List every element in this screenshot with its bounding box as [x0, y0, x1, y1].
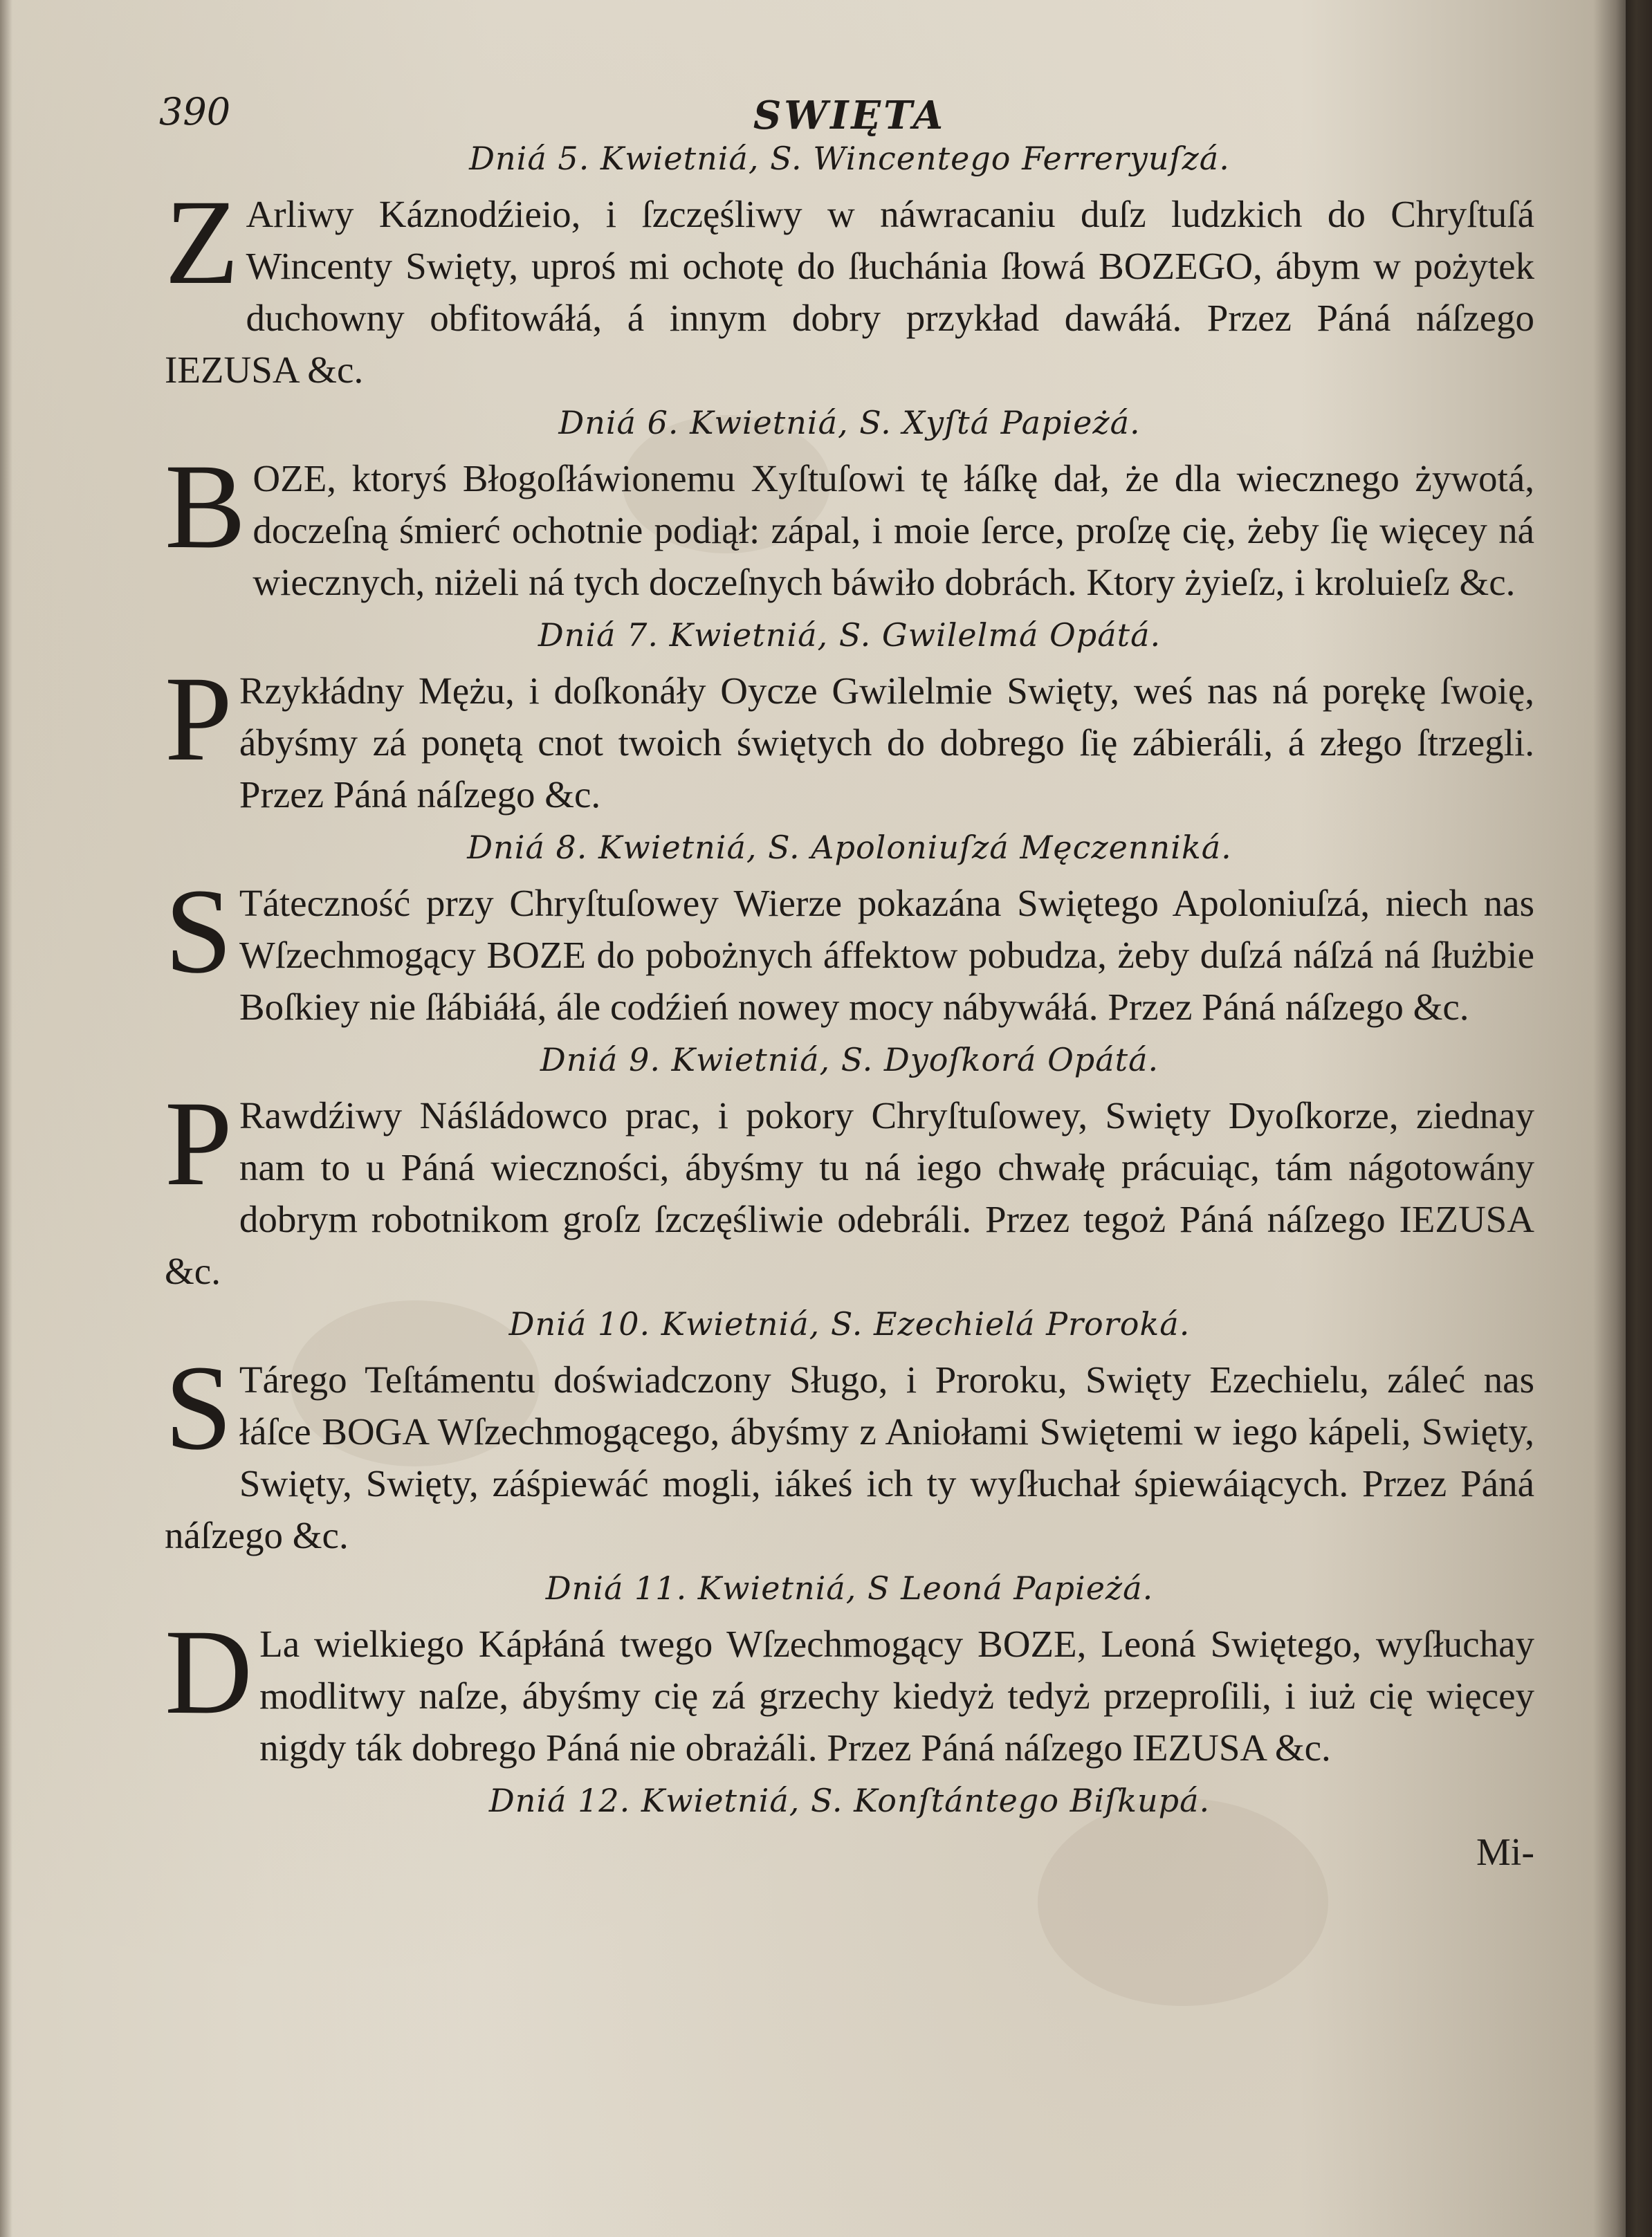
text-block	[159, 90, 1534, 1875]
prayer-body: La wielkiego Kápłáná twego Wſzechmogący BOZE, Leoná Swiętego, wyſłuchay modlitwy naſze, ábyśmy cię zá grzechy kiedyż tedyż przeproſili, i iuż cię więcey nigdy ták dobrego Páná nie obrażáli. Przez Páná náſzego IEZUSA &c.	[259, 1623, 1534, 1769]
prayer-body: Táteczność przy Chryſtuſowey Wierze pokazána Swiętego Apoloniuſzá, niech nas Wſzechmogący BOZE do pobożnych áffektow pobudza, żeby duſzá náſzá ná ſłużbie Boſkiey nie ſłábiáłá, ále codźień nowey mocy nábywáłá. Przez Páná náſzego &c.	[239, 882, 1534, 1028]
running-title: SWIĘTA	[753, 93, 946, 138]
day-heading: Dniá 7. Kwietniá, S. Gwilelmá Opátá.	[538, 616, 1162, 654]
entry	[165, 615, 1534, 820]
drop-initial: Z	[165, 175, 239, 310]
prayer-body: Arliwy Káznodźieio, i ſzczęśliwy w náwracaniu duſz ludzkich do Chryſtuſá Wincenty Swięty, uproś mi ochotę do ſłuchánia ſłowá BOZEGO, ábym w pożytek duchowny obfitowáłá, á innym dobry przykład dawáłá. Przez Páná náſzego IEZUSA &c.	[165, 193, 1534, 391]
day-heading: Dniá 12. Kwietniá, S. Konſtántego Biſkupá.	[488, 1782, 1211, 1819]
prayer-text	[165, 439, 1534, 608]
entry	[165, 138, 1534, 396]
prayer-text	[165, 864, 1534, 1033]
day-heading: Dniá 8. Kwietniá, S. Apoloniuſzá Męczenniká.	[467, 829, 1232, 866]
prayer-body: Tárego Teſtámentu doświadczony Sługo, i Proroku, Swięty Ezechielu, záleć nas łáſce BOGA Wſzechmogącego, ábyśmy z Aniołami Swiętemi w iego kápeli, Swięty, Swięty, Swięty, záśpiewáć mogli, iákeś ich ty wyſłuchał śpiewáiących. Przez Páná náſzego &c.	[165, 1359, 1534, 1556]
entry	[165, 1040, 1534, 1297]
day-heading: Dniá 5. Kwietniá, S. Wincentego Ferreryuſzá.	[469, 140, 1230, 177]
adjacent-page-edge	[1626, 0, 1652, 2237]
day-heading: Dniá 11. Kwietniá, S Leoná Papieżá.	[545, 1569, 1154, 1607]
drop-initial: B	[165, 439, 246, 574]
prayer-body: Rawdźiwy Náśládowco prac, i pokory Chryſtuſowey, Swięty Dyoſkorze, ziednay nam to u Páná wieczności, ábyśmy tu ná iego chwałę prácuiąc, tám nágotowány dobrym robotnikom groſz ſzczęśliwie odebráli. Przez tegoż Páná náſzego IEZUSA &c.	[165, 1094, 1534, 1292]
prayer-body: OZE, ktoryś Błogoſłáwionemu Xyſtuſowi tę łáſkę dał, że dla wiecznego żywotá, doczeſną śmierć ochotnie podiął: zápal, i moie ſerce, proſzę cię, żeby ſię więcey ná wiecznych, niżeli ná tych doczeſnych báwiło dobrách. Ktory żyieſz, i kroluieſz &c.	[253, 457, 1534, 603]
catchword: Mi-	[1476, 1831, 1534, 1874]
prayer-text	[165, 652, 1534, 820]
prayer-text	[165, 1341, 1534, 1561]
day-heading: Dniá 6. Kwietniá, S. Xyſtá Papieżá.	[558, 404, 1141, 441]
entry	[165, 1568, 1534, 1774]
prayer-body: Rzykłádny Mężu, i doſkonáły Oycze Gwilelmie Swięty, weś nas ná porękę ſwoię, ábyśmy zá ponętą cnot twoich świętych do dobrego ſię zábieráli, á złego ſtrzegli. Przez Páná náſzego &c.	[239, 670, 1534, 816]
drop-initial: P	[165, 652, 232, 786]
running-head	[159, 90, 1534, 166]
prayer-text	[165, 1605, 1534, 1774]
page-number: 390	[159, 90, 231, 134]
day-heading: Dniá 10. Kwietniá, S. Ezechielá Proroká.	[508, 1305, 1191, 1343]
drop-initial: P	[165, 1076, 232, 1211]
entry	[165, 403, 1534, 608]
drop-initial: S	[165, 1341, 232, 1475]
page-edge-shadow	[0, 0, 12, 2237]
drop-initial: S	[165, 864, 232, 999]
drop-initial: D	[165, 1605, 253, 1740]
day-heading: Dniá 9. Kwietniá, S. Dyoſkorá Opátá.	[540, 1041, 1159, 1078]
entry	[165, 827, 1534, 1033]
prayer-text	[165, 1076, 1534, 1297]
entry	[165, 1304, 1534, 1561]
prayer-text	[165, 175, 1534, 396]
